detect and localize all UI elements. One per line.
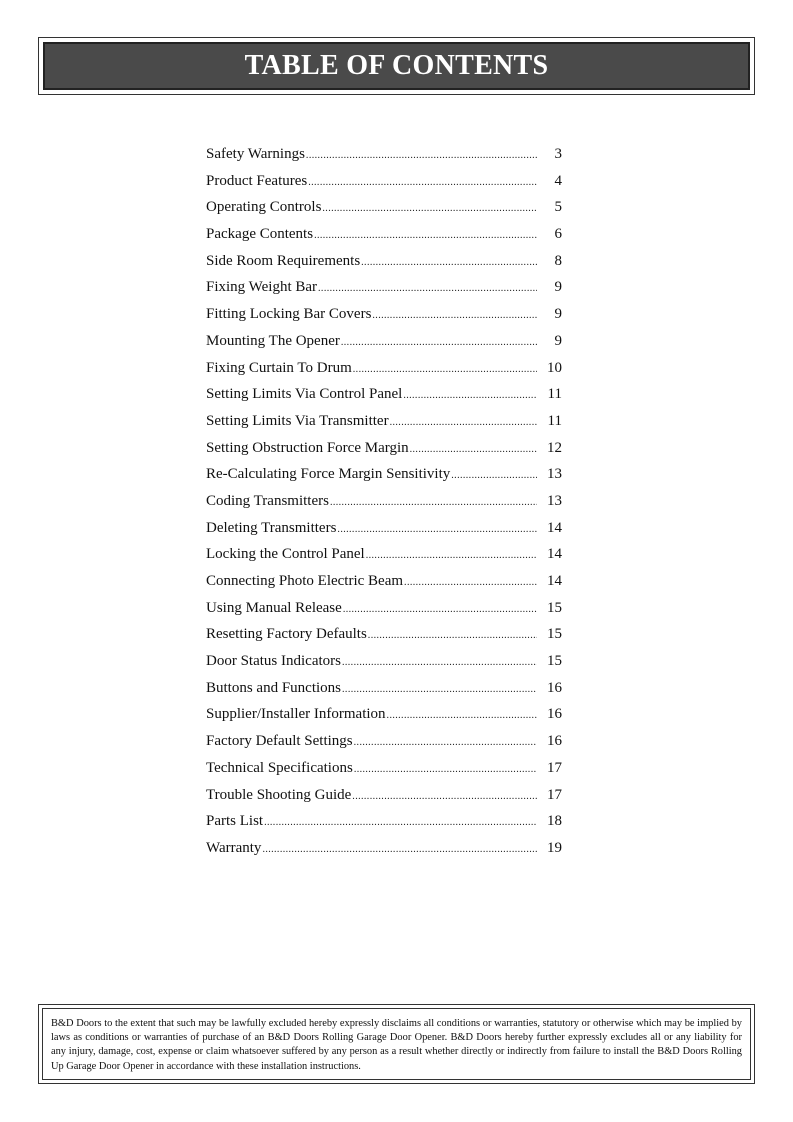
toc-entry[interactable] bbox=[206, 413, 562, 440]
toc-entry[interactable] bbox=[206, 626, 562, 653]
toc-entry-label: Coding Transmitters bbox=[206, 492, 329, 509]
toc-entry[interactable] bbox=[206, 600, 562, 627]
toc-dot-leader bbox=[352, 791, 537, 802]
toc-dot-leader bbox=[390, 417, 537, 428]
toc-entry-label: Re-Calculating Force Margin Sensitivity bbox=[206, 466, 451, 483]
toc-entry-label: Connecting Photo Electric Beam bbox=[206, 573, 404, 589]
title-frame bbox=[38, 37, 755, 95]
toc-entry[interactable] bbox=[206, 466, 562, 493]
toc-entry[interactable] bbox=[206, 653, 562, 680]
toc-dot-leader bbox=[330, 497, 537, 508]
toc-entry-label: Supplier/Installer Information bbox=[206, 706, 386, 723]
toc-dot-leader bbox=[361, 257, 537, 268]
toc-entry[interactable] bbox=[206, 226, 562, 253]
toc-entry[interactable] bbox=[206, 253, 562, 280]
toc-dot-leader bbox=[372, 310, 537, 321]
toc-entry[interactable] bbox=[206, 386, 562, 413]
toc-dot-leader bbox=[368, 630, 537, 641]
toc-dot-leader bbox=[403, 390, 537, 401]
toc-entry-page: 3 bbox=[554, 146, 562, 162]
toc-entry[interactable] bbox=[206, 440, 562, 467]
toc-entry-label: Warranty bbox=[206, 839, 262, 856]
toc-entry-page: 13 bbox=[547, 466, 562, 483]
toc-entry-page: 19 bbox=[547, 839, 562, 856]
toc-dot-leader bbox=[342, 657, 537, 668]
toc-entry-label: Trouble Shooting Guide bbox=[206, 786, 352, 803]
toc-entry[interactable] bbox=[206, 840, 562, 867]
toc-entry-label: Setting Limits Via Control Panel bbox=[206, 386, 403, 403]
toc-entry-label: Fitting Locking Bar Covers bbox=[206, 306, 372, 323]
toc-dot-leader bbox=[354, 764, 537, 775]
toc-dot-leader bbox=[353, 364, 537, 375]
toc-dot-leader bbox=[308, 177, 537, 188]
toc-entry[interactable] bbox=[206, 787, 562, 814]
toc-dot-leader bbox=[322, 203, 537, 214]
toc-entry[interactable] bbox=[206, 680, 562, 707]
toc-entry-label: Deleting Transmitters bbox=[206, 519, 337, 536]
toc-entry-label: Technical Specifications bbox=[206, 759, 353, 776]
toc-entry-page: 12 bbox=[547, 439, 562, 456]
toc-dot-leader bbox=[343, 604, 537, 615]
toc-dot-leader bbox=[354, 737, 537, 748]
toc-dot-leader bbox=[262, 844, 537, 855]
toc-entry[interactable] bbox=[206, 306, 562, 333]
toc-entry-label: Setting Obstruction Force Margin bbox=[206, 439, 409, 456]
toc-entry-page: 9 bbox=[554, 306, 562, 323]
disclaimer-frame bbox=[38, 1004, 755, 1084]
toc-dot-leader bbox=[314, 230, 537, 241]
toc-entry[interactable] bbox=[206, 520, 562, 547]
toc-entry-page: 16 bbox=[547, 706, 562, 723]
toc-entry[interactable] bbox=[206, 733, 562, 760]
toc-entry-label: Parts List bbox=[206, 813, 264, 830]
toc-entry-page: 16 bbox=[547, 679, 562, 696]
toc-entry-page: 6 bbox=[554, 226, 562, 243]
toc-entry-page: 5 bbox=[554, 199, 562, 216]
title-bar bbox=[43, 42, 750, 90]
toc-entry[interactable] bbox=[206, 546, 562, 573]
toc-entry[interactable] bbox=[206, 813, 562, 840]
toc-dot-leader bbox=[342, 684, 537, 695]
toc-entry[interactable] bbox=[206, 146, 562, 173]
toc-entry-label: Side Room Requirements bbox=[206, 252, 361, 269]
toc-entry[interactable] bbox=[206, 173, 562, 200]
toc-entry-label: Door Status Indicators bbox=[206, 653, 341, 670]
toc-entry-label: Buttons and Functions bbox=[206, 679, 342, 696]
toc-entry-page: 4 bbox=[554, 172, 562, 189]
toc-entry-page: 17 bbox=[547, 786, 562, 803]
toc-entry-page: 15 bbox=[547, 599, 562, 616]
table-of-contents bbox=[206, 146, 562, 867]
toc-entry-page: 15 bbox=[547, 626, 562, 643]
toc-entry[interactable] bbox=[206, 760, 562, 787]
toc-dot-leader bbox=[341, 337, 537, 348]
toc-entry-page: 14 bbox=[547, 546, 562, 563]
toc-dot-leader bbox=[451, 470, 537, 481]
toc-entry-page: 15 bbox=[547, 653, 562, 670]
toc-entry-page: 16 bbox=[547, 733, 562, 750]
toc-entry-label: Resetting Factory Defaults bbox=[206, 626, 367, 643]
toc-dot-leader bbox=[366, 550, 537, 561]
toc-entry-label: Package Contents bbox=[206, 226, 314, 243]
toc-entry-page: 8 bbox=[554, 252, 562, 269]
toc-entry[interactable] bbox=[206, 573, 562, 600]
toc-entry-page: 11 bbox=[547, 386, 562, 403]
disclaimer-box bbox=[42, 1008, 751, 1080]
toc-entry-page: 9 bbox=[554, 332, 562, 349]
toc-entry-page: 13 bbox=[547, 492, 562, 509]
toc-entry-label: Mounting The Opener bbox=[206, 332, 340, 349]
toc-entry-page: 11 bbox=[547, 412, 562, 429]
disclaimer-text: B&D Doors to the extent that such may be lawfully excluded hereby expressly disclaims all conditions or warranties, statutory or otherwise which may be implied by laws as conditions or warranties of purchase of an B&D Doors Rolling Garage Door Opener. B&D Doors hereby further expressly excludes all or any liability for any injury, damage, cost, expense or claim whatsoever suffered by any person as a result whether directly or indirectly from failure to install the B&D Doors Rolling Up Garage Door Opener in accordance with these installation instructions. bbox=[51, 1018, 742, 1072]
toc-dot-leader bbox=[387, 710, 537, 721]
toc-entry[interactable] bbox=[206, 706, 562, 733]
toc-entry-label: Operating Controls bbox=[206, 199, 322, 216]
toc-entry-label: Setting Limits Via Transmitter bbox=[206, 412, 389, 429]
toc-entry[interactable] bbox=[206, 199, 562, 226]
page-title: TABLE OF CONTENTS bbox=[244, 50, 549, 81]
toc-dot-leader bbox=[337, 524, 537, 535]
toc-dot-leader bbox=[318, 283, 537, 294]
toc-entry-label: Product Features bbox=[206, 172, 308, 189]
toc-entry-label: Factory Default Settings bbox=[206, 733, 353, 750]
toc-entry-page: 14 bbox=[547, 573, 562, 589]
toc-dot-leader bbox=[264, 817, 537, 828]
toc-dot-leader bbox=[410, 444, 537, 455]
toc-entry[interactable] bbox=[206, 360, 562, 387]
toc-entry-label: Safety Warnings bbox=[206, 146, 305, 162]
toc-dot-leader bbox=[306, 150, 537, 161]
toc-entry-label: Fixing Curtain To Drum bbox=[206, 359, 352, 376]
toc-entry-label: Using Manual Release bbox=[206, 599, 342, 616]
toc-entry-page: 9 bbox=[554, 279, 562, 296]
toc-entry[interactable] bbox=[206, 279, 562, 306]
toc-entry-page: 14 bbox=[547, 519, 562, 536]
toc-entry-label: Fixing Weight Bar bbox=[206, 279, 318, 296]
toc-entry-label: Locking the Control Panel bbox=[206, 546, 365, 563]
toc-entry-page: 10 bbox=[547, 359, 562, 376]
toc-entry[interactable] bbox=[206, 333, 562, 360]
toc-dot-leader bbox=[404, 577, 537, 588]
toc-entry-page: 18 bbox=[547, 813, 562, 830]
toc-entry[interactable] bbox=[206, 493, 562, 520]
toc-entry-page: 17 bbox=[547, 759, 562, 776]
